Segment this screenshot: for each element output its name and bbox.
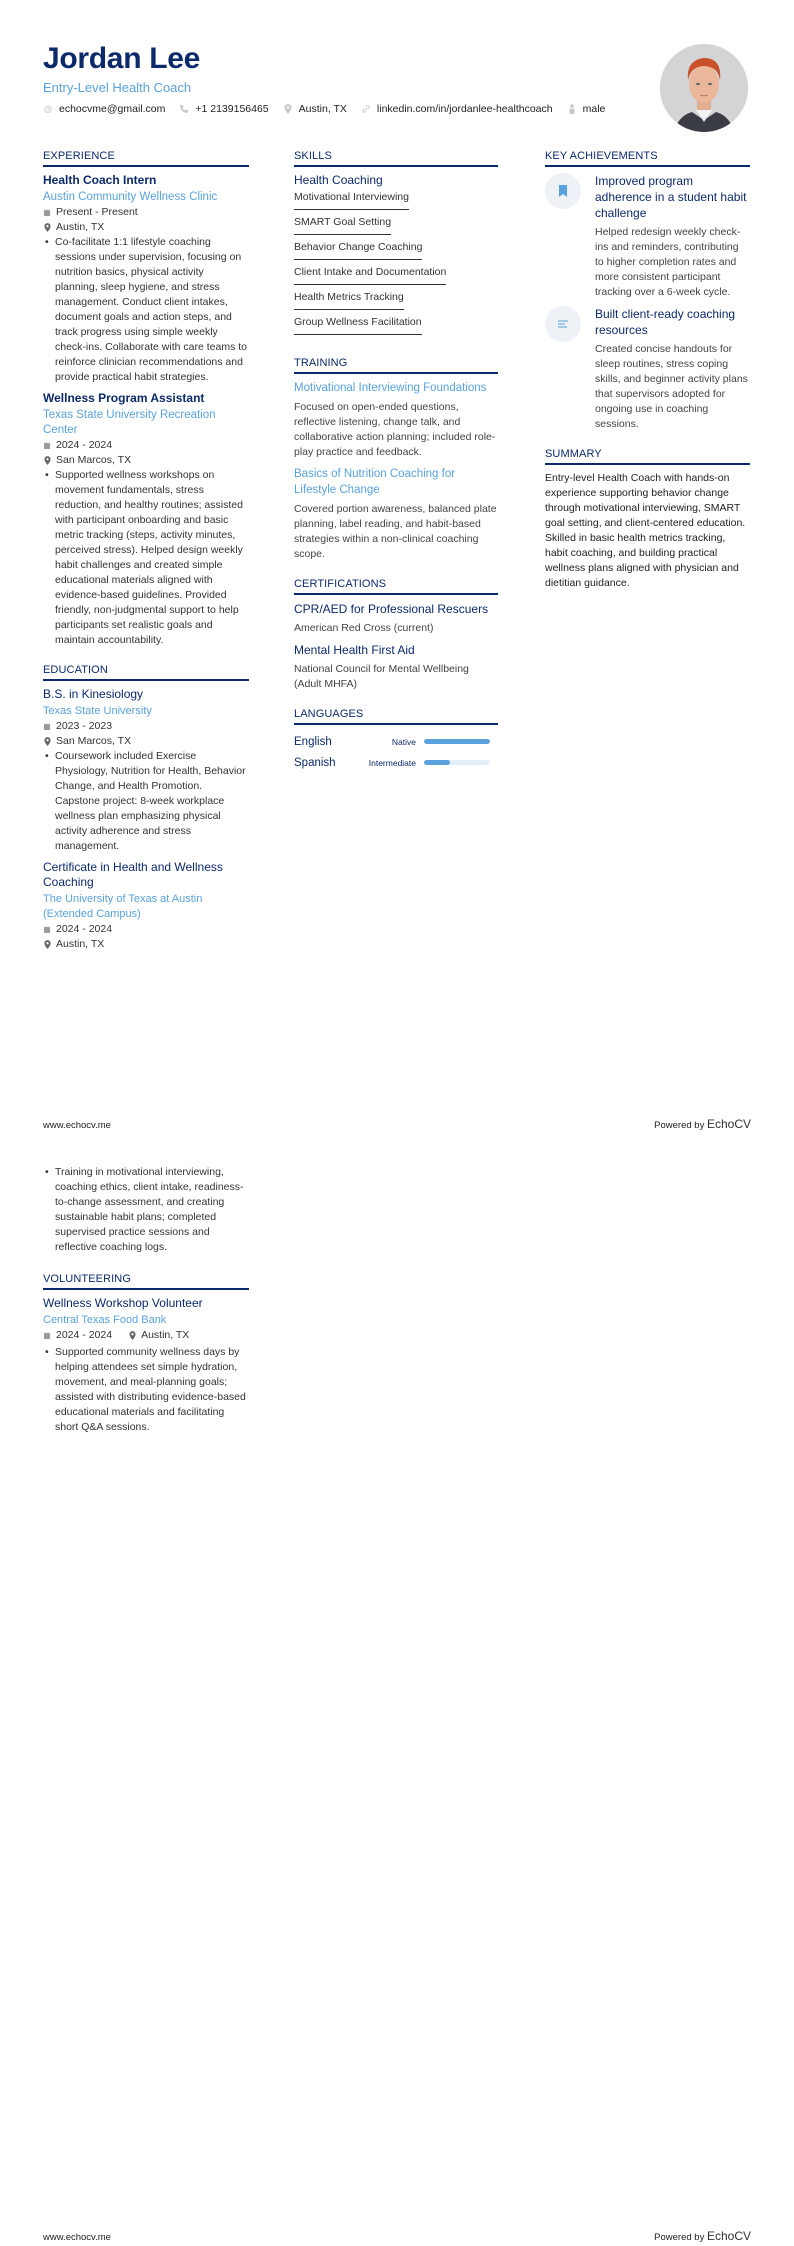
link-icon — [361, 104, 371, 114]
training-name: Motivational Interviewing Foundations — [294, 382, 487, 394]
experience-item — [43, 173, 249, 385]
calendar-icon: ▦ — [43, 441, 51, 450]
edu-dates-text: 2023 - 2023 — [56, 720, 113, 732]
job-dates-text: Present - Present — [56, 206, 138, 218]
certifications-section — [294, 578, 498, 692]
section-title-training: TRAINING — [294, 357, 498, 374]
language-proficiency-bar — [424, 739, 490, 744]
resume-header — [43, 42, 663, 115]
training-description: Focused on open-ended questions, reflective listening, change talk, and collaborative action planning; included role-play practice and feedback. — [294, 401, 496, 458]
job-location-text: Austin, TX — [56, 221, 105, 233]
middle-column — [294, 150, 498, 789]
experience-section — [43, 150, 249, 648]
job-dates — [43, 205, 249, 220]
education-item — [43, 860, 249, 952]
skill-item: Behavior Change Coaching — [294, 241, 422, 260]
language-proficiency-bar — [424, 760, 490, 765]
language-name: Spanish — [294, 756, 336, 769]
footer-powered-prefix: Powered by — [654, 1120, 705, 1131]
contact-email[interactable] — [43, 103, 165, 115]
language-proficiency-fill — [424, 739, 490, 744]
degree: B.S. in Kinesiology — [43, 687, 144, 701]
skill-item: Client Intake and Documentation — [294, 266, 446, 285]
section-title-skills: SKILLS — [294, 150, 498, 167]
location-pin-icon — [128, 1331, 136, 1340]
section-title-volunteering: VOLUNTEERING — [43, 1273, 249, 1290]
left-column — [43, 150, 249, 968]
school: The University of Texas at Austin (Extended Campus) — [43, 893, 203, 920]
volunteer-dates — [43, 1328, 112, 1343]
contact-linkedin[interactable] — [361, 103, 553, 115]
contact-linkedin-text: linkedin.com/in/jordanlee-healthcoach — [376, 103, 553, 115]
summary-section — [545, 448, 750, 591]
volunteer-role: Wellness Workshop Volunteer — [43, 1296, 203, 1310]
certification-issuer: National Council for Mental Wellbeing (Adult MHFA) — [294, 663, 469, 690]
skill-item: SMART Goal Setting — [294, 216, 391, 235]
training-description: Covered portion awareness, balanced plate planning, label reading, and habit-based strategies within a non-clinical coaching scope. — [294, 503, 497, 560]
contact-bar — [43, 103, 663, 115]
section-title-experience: EXPERIENCE — [43, 150, 249, 167]
section-title-summary: SUMMARY — [545, 448, 750, 465]
section-title-education: EDUCATION — [43, 664, 249, 681]
education-continued — [43, 1165, 249, 1255]
contact-gender-text: male — [582, 103, 606, 115]
footer-powered-by — [654, 2229, 751, 2243]
achievement-description: Created concise handouts for sleep routines, stress coping skills, and beginner activity plans that supervisors adopted for ongoing use in coaching sessions. — [595, 343, 748, 430]
skills-list — [294, 191, 498, 341]
footer-powered-prefix: Powered by — [654, 2232, 705, 2243]
education-item — [43, 687, 249, 854]
language-level: Native — [391, 736, 416, 747]
calendar-icon: ▦ — [43, 208, 51, 217]
contact-phone[interactable] — [179, 103, 268, 115]
calendar-icon: ▦ — [43, 925, 51, 934]
achievement-description: Helped redesign weekly check-ins and reminders, contributing to higher completion rates and more consistent participant tracking over a 6-week cycle. — [595, 226, 741, 298]
skill-item: Group Wellness Facilitation — [294, 316, 422, 335]
page-footer — [43, 2229, 751, 2243]
candidate-name: Jordan Lee — [43, 42, 201, 75]
job-dates — [43, 438, 249, 453]
person-icon — [567, 104, 577, 114]
job-description: • Supported wellness workshops on movement fundamentals, stress reduction, and healthy routines; assisted with participant onboarding and basic metric tracking (steps, activity minutes, perceived stress). Helped design weekly habit challenges and created simple educational materials aligned with evidence-based guidelines. Provided friendly, non-judgmental support to help participants set realistic goals and maintain accountability. — [43, 468, 249, 648]
volunteer-location — [128, 1328, 189, 1343]
resume-page-2 — [0, 1123, 794, 2246]
profile-photo — [660, 44, 748, 132]
bookmark-icon — [545, 173, 581, 209]
candidate-title: Entry-Level Health Coach — [43, 80, 192, 95]
job-location-text: San Marcos, TX — [56, 454, 132, 466]
job-description: • Co-facilitate 1:1 lifestyle coaching sessions under supervision, focusing on nutrition basics, physical activity planning, sleep hygiene, and stress management. Conduct client intakes, document goals and action steps, and track progress using simple weekly check-ins. Collaborate with care teams to reinforce clinician recommendations and provide practical habit strategies. — [43, 235, 249, 385]
contact-location-text: Austin, TX — [298, 103, 347, 115]
volunteer-org: Central Texas Food Bank — [43, 1314, 167, 1326]
footer-website[interactable]: www.echocv.me — [43, 2232, 111, 2243]
section-title-languages: LANGUAGES — [294, 708, 498, 725]
employer: Austin Community Wellness Clinic — [43, 191, 218, 203]
footer-brand: EchoCV — [706, 1117, 751, 1131]
volunteer-description: • Supported community wellness days by helping attendees set simple hydration, movement, and meal-planning goals; assisted with distributing evidence-based educational materials and facilitating short Q&A sessions. — [43, 1345, 249, 1435]
job-location — [43, 453, 249, 468]
job-title: Wellness Program Assistant — [43, 391, 205, 405]
achievements-section — [545, 150, 750, 432]
language-row — [294, 731, 498, 752]
footer-website[interactable]: www.echocv.me — [43, 1120, 111, 1131]
language-row — [294, 752, 498, 773]
contact-location — [283, 103, 347, 115]
summary-text: Entry-level Health Coach with hands-on experience supporting behavior change through motivational interviewing, SMART goal setting, and client-centered education. Skilled in basic health metrics tracking, habit coaching, and building practical wellness plans aligned with physician and dietitian guidance. — [545, 472, 746, 589]
edu-dates — [43, 719, 249, 734]
at-icon: @ — [43, 104, 53, 114]
training-name: Basics of Nutrition Coaching for Lifestyle Change — [294, 468, 456, 496]
calendar-icon: ▦ — [43, 722, 51, 731]
languages-section — [294, 708, 498, 773]
phone-icon — [179, 104, 189, 114]
section-title-certifications: CERTIFICATIONS — [294, 578, 498, 595]
edu-location-text: San Marcos, TX — [56, 735, 132, 747]
edu-description: • Coursework included Exercise Physiology, Nutrition for Health, Behavior Change, and Health Promotion. Capstone project: 8-week workplace wellness plan emphasizing physical activity adherence and stress management. — [43, 749, 249, 854]
location-pin-icon — [43, 456, 51, 465]
calendar-icon: ▦ — [43, 1331, 51, 1340]
location-pin-icon — [283, 104, 293, 114]
degree: Certificate in Health and Wellness Coaching — [43, 860, 223, 889]
skill-item: Health Metrics Tracking — [294, 291, 404, 310]
left-column-continued — [43, 1165, 249, 1451]
job-title: Health Coach Intern — [43, 173, 157, 187]
edu-description: • Training in motivational interviewing, coaching ethics, client intake, readiness-to-change assessment, and creating sustainable habit plans; completed supervised practice sessions and reflective coaching logs. — [43, 1165, 249, 1255]
contact-email-text: echocvme@gmail.com — [59, 103, 166, 115]
certification-name: CPR/AED for Professional Rescuers — [294, 602, 489, 616]
location-pin-icon — [43, 737, 51, 746]
achievement-item — [545, 306, 750, 432]
contact-phone-text: +1 2139156465 — [195, 103, 269, 115]
volunteer-meta — [43, 1328, 249, 1343]
job-location — [43, 220, 249, 235]
language-proficiency-fill — [424, 760, 450, 765]
certification-issuer: American Red Cross (current) — [294, 622, 434, 634]
achievement-title: Built client-ready coaching resources — [595, 307, 736, 337]
edu-location — [43, 734, 249, 749]
school: Texas State University — [43, 705, 152, 717]
skills-section — [294, 150, 498, 341]
volunteering-section — [43, 1273, 249, 1435]
contact-gender — [567, 103, 606, 115]
job-dates-text: 2024 - 2024 — [56, 439, 113, 451]
volunteer-location-text: Austin, TX — [141, 1329, 190, 1341]
edu-dates-text: 2024 - 2024 — [56, 923, 113, 935]
location-pin-icon — [43, 223, 51, 232]
skill-group-title: Health Coaching — [294, 173, 383, 187]
footer-brand: EchoCV — [706, 2229, 751, 2243]
certification-name: Mental Health First Aid — [294, 643, 415, 657]
training-section — [294, 357, 498, 562]
edu-location-text: Austin, TX — [56, 938, 105, 950]
achievement-item — [545, 173, 750, 300]
education-section — [43, 664, 249, 952]
skill-item: Motivational Interviewing — [294, 191, 409, 210]
section-title-achievements: KEY ACHIEVEMENTS — [545, 150, 750, 167]
volunteer-item — [43, 1296, 249, 1435]
employer: Texas State University Recreation Center — [43, 409, 216, 436]
achievement-title: Improved program adherence in a student habit challenge — [595, 174, 747, 220]
right-column — [545, 150, 750, 607]
text-lines-icon — [545, 306, 581, 342]
edu-dates — [43, 922, 249, 937]
language-name: English — [294, 735, 332, 748]
language-level: Intermediate — [368, 757, 416, 768]
volunteer-dates-text: 2024 - 2024 — [56, 1329, 113, 1341]
location-pin-icon — [43, 940, 51, 949]
experience-item — [43, 391, 249, 648]
edu-location — [43, 937, 249, 952]
